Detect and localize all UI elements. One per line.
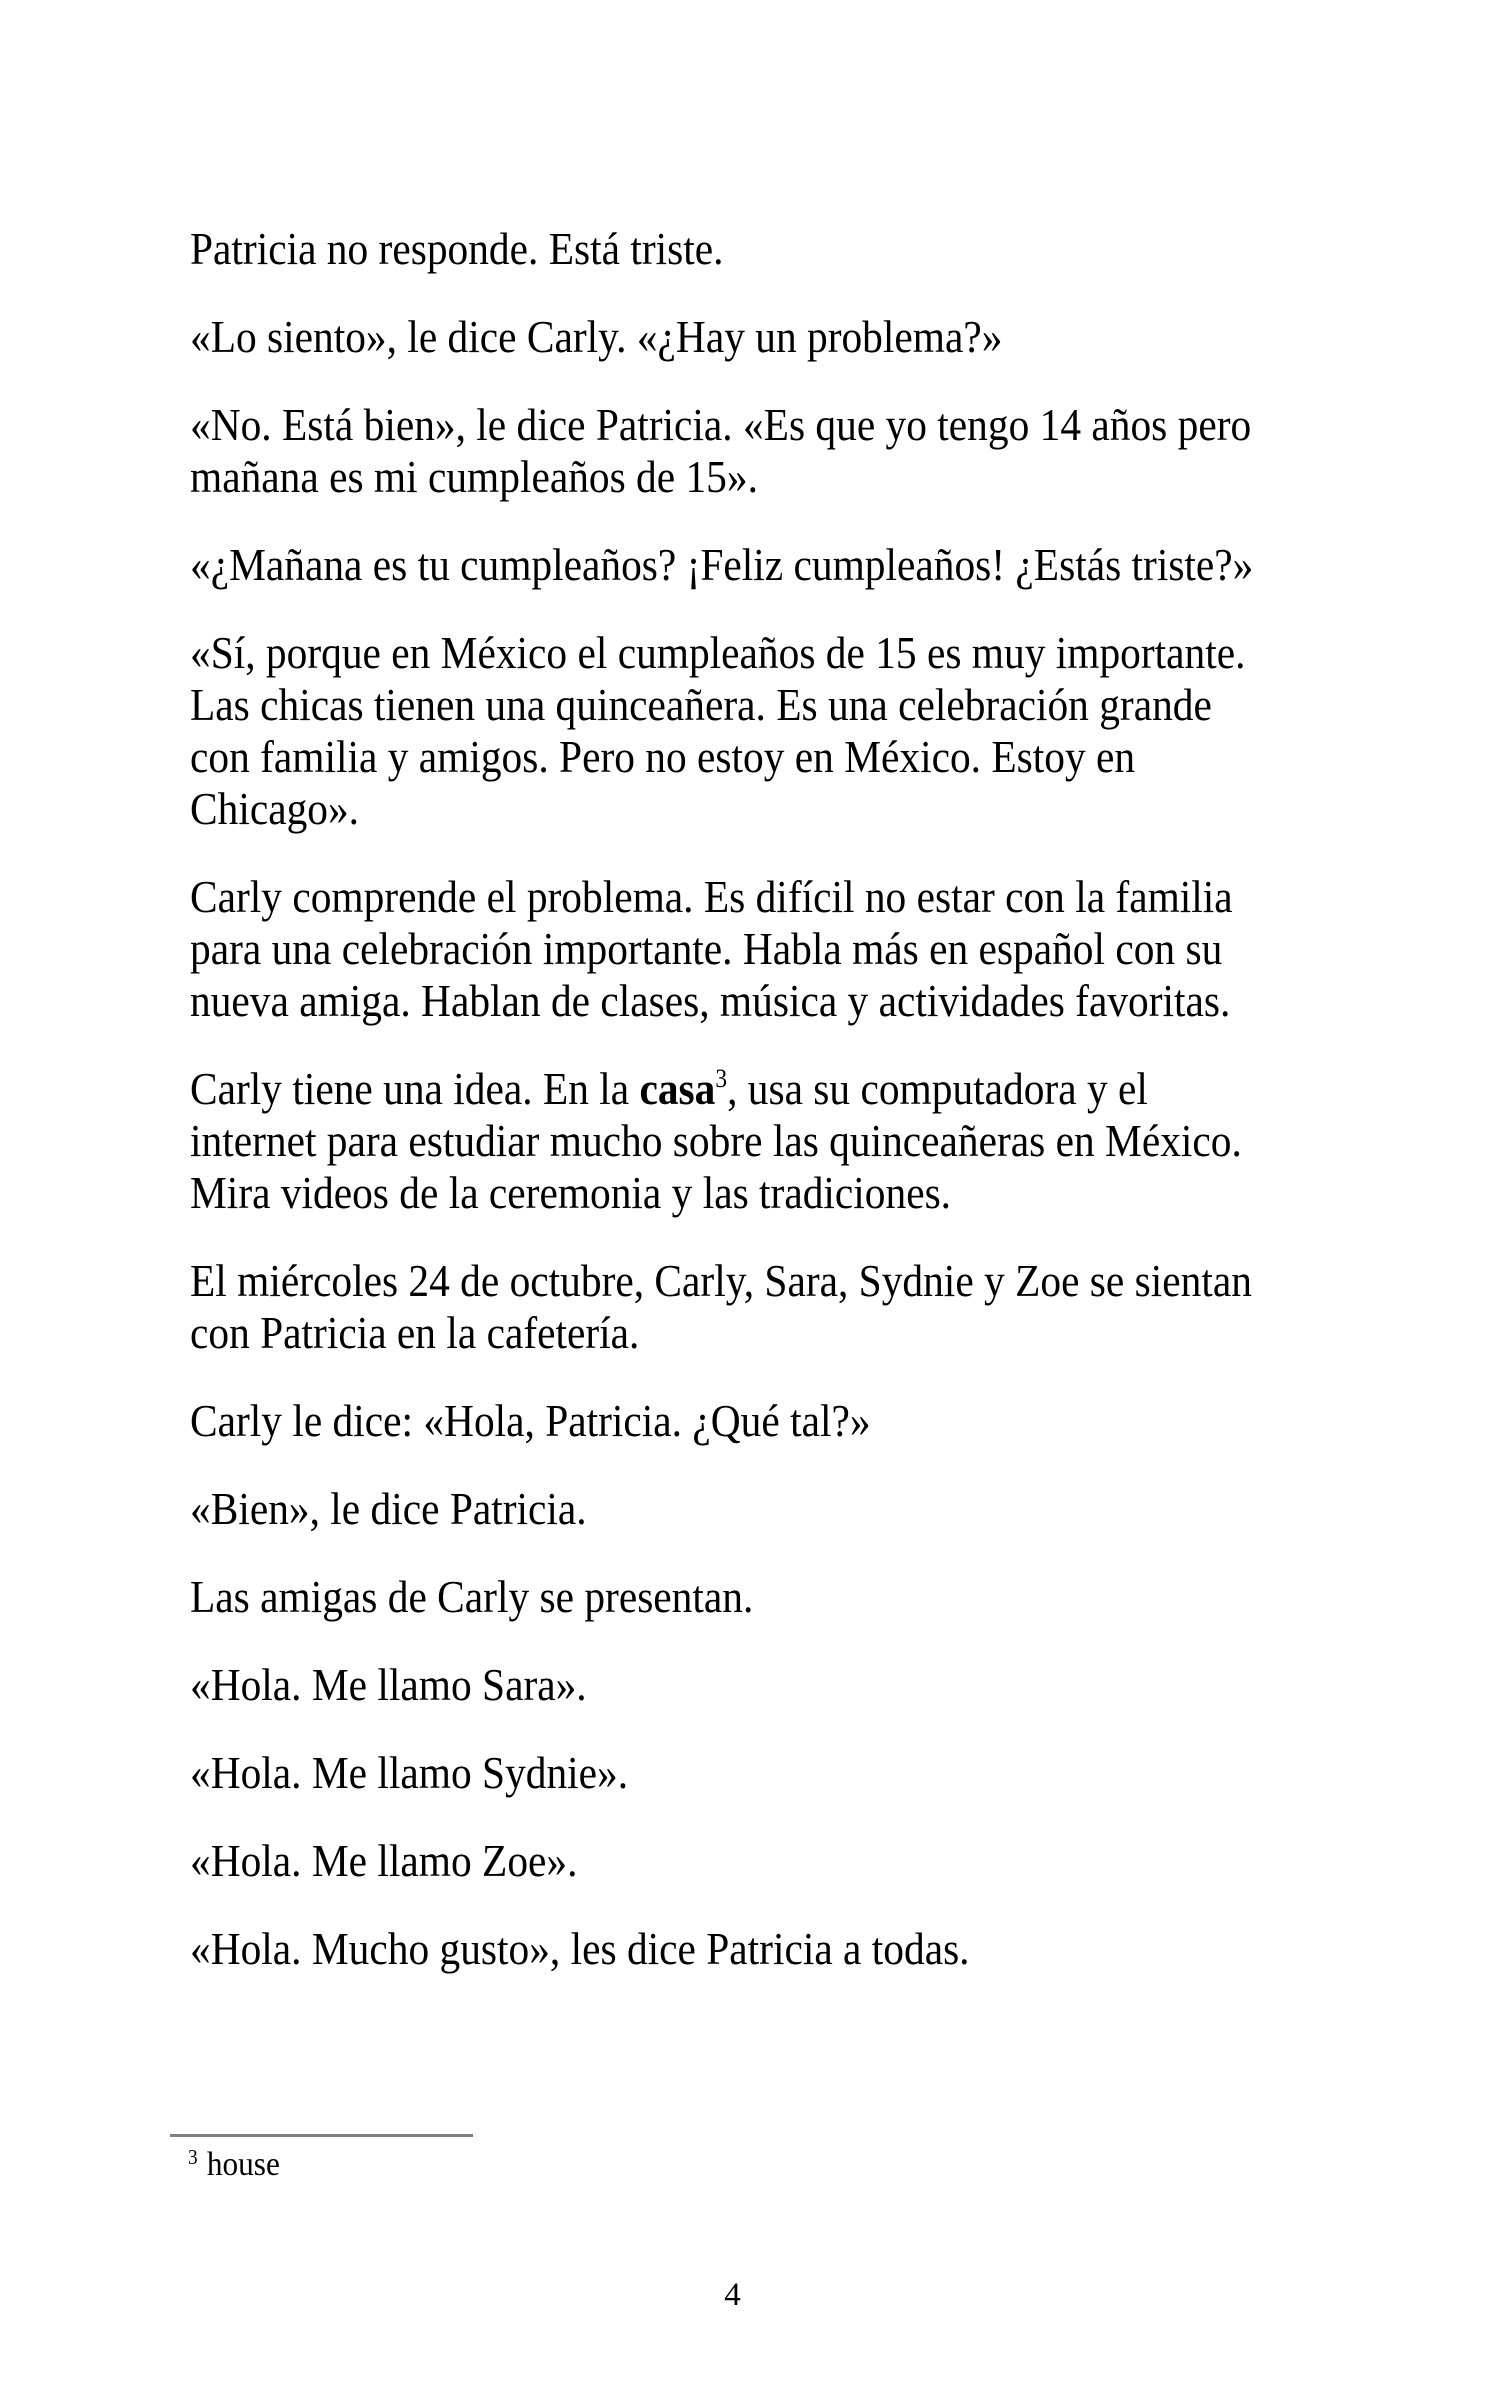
text-segment: «Bien», le dice Patricia. — [190, 1483, 587, 1534]
text-line — [190, 451, 1176, 503]
text-line — [190, 731, 1176, 783]
paragraph — [190, 627, 1285, 835]
footnote-reference: 3 — [715, 1064, 728, 1093]
text-line — [190, 311, 1176, 363]
text-block — [190, 223, 1285, 1975]
text-segment: Carly tiene una idea. En la — [190, 1063, 640, 1114]
text-line — [190, 1923, 1176, 1975]
text-segment: Carly le dice: «Hola, Patricia. ¿Qué tal?» — [190, 1395, 871, 1446]
text-line — [190, 871, 1233, 923]
text-line — [190, 975, 1231, 1027]
text-segment: «Hola. Me llamo Sara». — [190, 1659, 587, 1710]
paragraph — [190, 1255, 1285, 1359]
text-line — [190, 399, 1252, 451]
text-line — [190, 1115, 1242, 1167]
text-segment: «Sí, porque en México el cumpleaños de 15 es muy importante. — [190, 627, 1246, 678]
footnote-text: house — [206, 2146, 280, 2183]
bold-vocab-word: casa — [639, 1063, 716, 1114]
page-number: 4 — [724, 2277, 741, 2313]
text-segment: «Hola. Me llamo Zoe». — [190, 1835, 578, 1886]
text-line — [190, 1483, 1176, 1535]
text-segment: Carly comprende el problema. Es difícil no estar con la familia — [190, 871, 1233, 922]
text-segment: «Lo siento», le dice Carly. «¿Hay un problema?» — [190, 311, 1003, 362]
text-segment: internet para estudiar mucho sobre las quinceañeras en México. — [190, 1115, 1242, 1166]
text-segment: «No. Está bien», le dice Patricia. «Es que yo tengo 14 años pero — [190, 399, 1252, 450]
text-segment: , usa su computadora y el — [727, 1063, 1148, 1114]
text-segment: El miércoles 24 de octubre, Carly, Sara, Sydnie y Zoe se sientan — [190, 1255, 1252, 1306]
footnote-marker: 3 — [188, 2145, 198, 2169]
text-line — [190, 783, 1176, 835]
text-line — [190, 223, 1176, 275]
text-line — [190, 1255, 1252, 1307]
text-line — [190, 1063, 1176, 1115]
paragraph — [190, 311, 1285, 363]
text-segment: Las amigas de Carly se presentan. — [190, 1571, 754, 1622]
text-line — [190, 1571, 1176, 1623]
paragraph — [190, 539, 1285, 591]
paragraph — [190, 1659, 1285, 1711]
text-line — [190, 1659, 1176, 1711]
text-segment: mañana es mi cumpleaños de 15». — [190, 451, 758, 502]
paragraph — [190, 1063, 1285, 1219]
paragraph — [190, 223, 1285, 275]
paragraph — [190, 1395, 1285, 1447]
paragraph — [190, 871, 1285, 1027]
text-line — [190, 679, 1212, 731]
paragraph — [190, 1923, 1285, 1975]
text-line — [190, 1835, 1176, 1887]
footnote-separator-rule — [170, 2134, 473, 2137]
text-segment: Mira videos de la ceremonia y las tradiciones. — [190, 1167, 952, 1218]
paragraph — [190, 1483, 1285, 1535]
paragraph — [190, 1747, 1285, 1799]
text-segment: «Hola. Mucho gusto», les dice Patricia a todas. — [190, 1923, 970, 1974]
text-segment: para una celebración importante. Habla más en español con su — [190, 923, 1223, 974]
text-segment: Patricia no responde. Está triste. — [190, 223, 724, 274]
text-segment: «Hola. Me llamo Sydnie». — [190, 1747, 629, 1798]
text-line — [190, 1307, 1176, 1359]
text-line — [190, 539, 1254, 591]
text-line — [190, 1747, 1176, 1799]
text-line — [190, 1167, 1176, 1219]
text-segment: con familia y amigos. Pero no estoy en México. Estoy en — [190, 731, 1136, 782]
paragraph — [190, 399, 1285, 503]
paragraph — [190, 1571, 1285, 1623]
text-segment: Las chicas tienen una quinceañera. Es una celebración grande — [190, 679, 1212, 730]
text-segment: Chicago». — [190, 783, 360, 834]
text-segment: «¿Mañana es tu cumpleaños? ¡Feliz cumpleaños! ¿Estás triste?» — [190, 539, 1254, 590]
text-segment: nueva amiga. Hablan de clases, música y actividades favoritas. — [190, 975, 1231, 1026]
text-line — [190, 627, 1246, 679]
text-line — [190, 923, 1223, 975]
paragraph — [190, 1835, 1285, 1887]
text-line — [190, 1395, 1176, 1447]
text-segment: con Patricia en la cafetería. — [190, 1307, 640, 1358]
footnote — [188, 2144, 280, 2186]
